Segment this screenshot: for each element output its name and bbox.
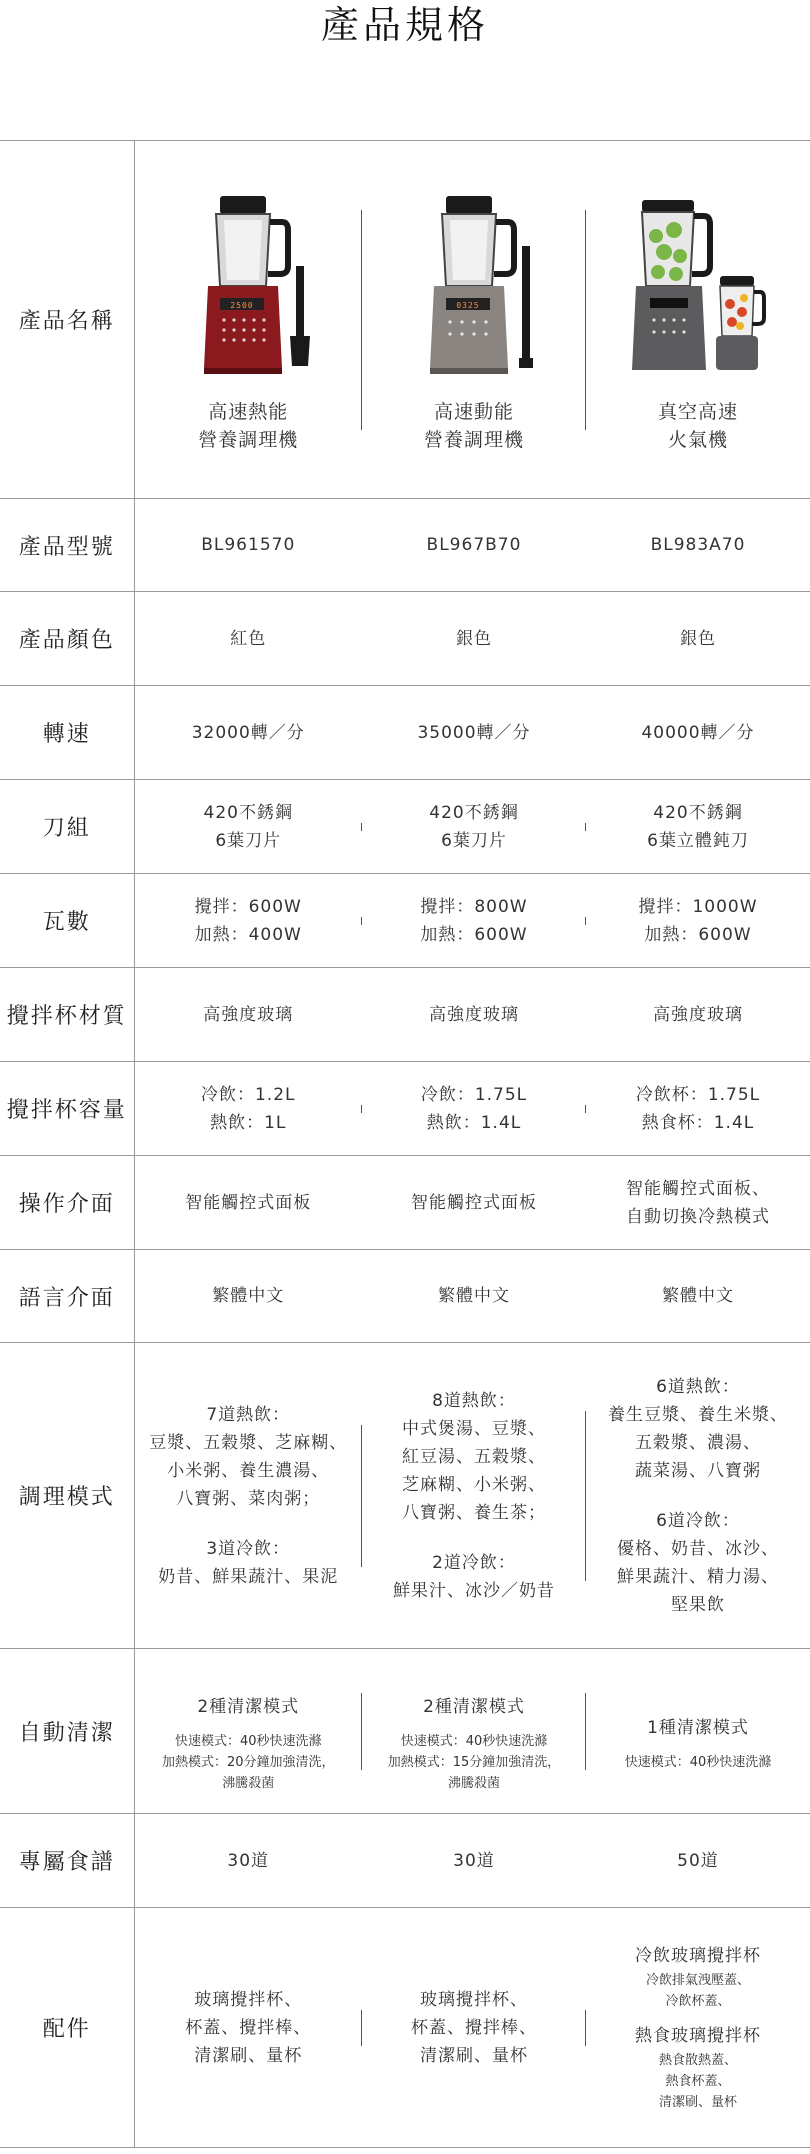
material-value: 高強度玻璃 [203, 1004, 294, 1025]
blade-line: 6葉刀片 [215, 830, 282, 851]
accessory-hot-title: 熱食玻璃攪拌杯 [635, 2026, 761, 2046]
row-accessories [0, 1908, 810, 2148]
wattage-line: 加熱：600W [420, 924, 528, 945]
product-cell-1 [134, 141, 362, 499]
modes-line: 紅豆湯、五穀漿、 [402, 1446, 546, 1467]
row-color [0, 592, 810, 686]
row-cleaning [0, 1649, 810, 1814]
label-language: 語言介面 [0, 1250, 134, 1343]
capacity-line: 冷飲：1.2L [200, 1084, 296, 1105]
label-recipes: 專屬食譜 [0, 1814, 134, 1908]
modes-line: 奶昔、鮮果蔬汁、果泥 [158, 1566, 339, 1587]
svg-text:0325: 0325 [456, 300, 480, 310]
label-modes: 調理模式 [0, 1343, 134, 1649]
product-name-2: 高速動能 營養調理機 [423, 400, 524, 451]
modes-cold-title: 3道冷飲： [206, 1538, 291, 1559]
label-speed: 轉速 [0, 686, 134, 780]
product-cell-2 [362, 141, 586, 499]
label-color: 產品顏色 [0, 592, 134, 686]
language-value: 繁體中文 [212, 1286, 285, 1306]
modes-line: 八寶粥、養生茶； [402, 1502, 546, 1523]
modes-line: 豆漿、五穀漿、芝麻糊、 [149, 1432, 348, 1453]
modes-line: 養生豆漿、養生米漿、 [608, 1404, 788, 1425]
modes-line: 優格、奶昔、冰沙、 [617, 1538, 779, 1559]
wattage-line: 攪拌：800W [420, 896, 528, 917]
spec-table [0, 140, 810, 2148]
modes-line: 芝麻糊、小米粥、 [402, 1474, 546, 1495]
recipes-value: 30道 [453, 1850, 495, 1871]
accessory-item: 冷飲杯蓋、 [665, 1994, 731, 2009]
accessory-item: 熱食杯蓋、 [665, 2074, 731, 2089]
wattage-line: 加熱：400W [194, 924, 302, 945]
row-modes [0, 1343, 810, 1649]
row-interface [0, 1156, 810, 1250]
red-blender-icon [178, 186, 318, 386]
row-product-name [0, 141, 810, 499]
row-language [0, 1250, 810, 1343]
speed-value: 40000轉／分 [641, 722, 755, 743]
capacity-line: 冷飲：1.75L [420, 1084, 528, 1105]
product-name-1: 高速熱能 營養調理機 [198, 400, 299, 451]
modes-cold-title: 6道冷飲： [656, 1510, 740, 1531]
interface-line: 自動切換冷熱模式 [626, 1206, 770, 1227]
cleaning-detail: 加熱模式：15分鐘加強清洗， [387, 1754, 561, 1770]
label-wattage: 瓦數 [0, 874, 134, 968]
interface-line: 智能觸控式面板、 [626, 1178, 770, 1199]
label-accessories: 配件 [0, 1908, 134, 2148]
material-value: 高強度玻璃 [429, 1004, 519, 1025]
row-model [0, 499, 810, 592]
material-value: 高強度玻璃 [653, 1004, 743, 1025]
accessory-line: 清潔刷、量杯 [420, 2045, 528, 2066]
page-title: 產品規格 [320, 3, 489, 47]
accessory-line: 杯蓋、攪拌棒、 [411, 2017, 537, 2038]
accessory-item: 清潔刷、量杯 [658, 2095, 737, 2110]
model-value: BL967B70 [426, 535, 522, 555]
silver-blender-icon [404, 186, 544, 386]
color-value: 紅色 [230, 628, 267, 649]
accessory-item: 熱食散熱蓋、 [658, 2053, 737, 2068]
model-value: BL983A70 [650, 535, 746, 555]
cleaning-title: 2種清潔模式 [197, 1696, 300, 1717]
language-value: 繁體中文 [662, 1286, 734, 1306]
row-blade [0, 780, 810, 874]
product-name-3: 真空高速 火氣機 [657, 400, 738, 451]
blade-line: 6葉立體鈍刀 [647, 830, 749, 851]
capacity-line: 熱飲：1L [210, 1112, 287, 1133]
row-wattage [0, 874, 810, 968]
cleaning-detail: 快速模式：40秒快速洗滌 [624, 1754, 772, 1770]
wattage-line: 加熱：600W [644, 924, 752, 945]
accessory-line: 玻璃攪拌杯、 [194, 1989, 303, 2010]
capacity-line: 熱飲：1.4L [426, 1112, 522, 1133]
cleaning-title: 2種清潔模式 [423, 1696, 525, 1717]
label-capacity: 攪拌杯容量 [0, 1062, 134, 1156]
modes-line: 小米粥、養生濃湯、 [167, 1460, 330, 1481]
cleaning-detail: 快速模式：40秒快速洗滌 [400, 1733, 548, 1749]
capacity-line: 冷飲杯：1.75L [635, 1084, 761, 1105]
color-value: 銀色 [680, 628, 716, 649]
accessory-item: 冷飲排氣洩壓蓋、 [645, 1973, 750, 1988]
interface-line: 智能觸控式面板 [411, 1192, 537, 1213]
capacity-line: 熱食杯：1.4L [641, 1112, 755, 1133]
product-cell-3 [586, 141, 810, 499]
modes-hot-title: 6道熱飲： [656, 1376, 740, 1397]
modes-line: 五穀漿、濃湯、 [635, 1432, 761, 1453]
row-material [0, 968, 810, 1062]
wattage-line: 攪拌：600W [194, 896, 302, 917]
accessory-line: 玻璃攪拌杯、 [420, 1989, 528, 2010]
blade-line: 420不銹鋼 [429, 802, 519, 823]
row-speed [0, 686, 810, 780]
label-blade: 刀組 [0, 780, 134, 874]
label-material: 攪拌杯材質 [0, 968, 134, 1062]
cleaning-detail: 快速模式：40秒快速洗滌 [174, 1733, 322, 1749]
label-model: 產品型號 [0, 499, 134, 592]
row-recipes [0, 1814, 810, 1908]
vacuum-blender-icon [628, 186, 768, 386]
color-value: 銀色 [456, 628, 492, 649]
cleaning-detail: 沸騰殺菌 [222, 1775, 275, 1791]
modes-hot-title: 7道熱飲： [206, 1404, 291, 1425]
cleaning-detail: 沸騰殺菌 [447, 1775, 500, 1791]
accessory-line: 清潔刷、量杯 [194, 2045, 303, 2066]
label-interface: 操作介面 [0, 1156, 134, 1250]
row-capacity [0, 1062, 810, 1156]
modes-line: 蔬菜湯、八寶粥 [635, 1460, 761, 1481]
speed-value: 32000轉／分 [191, 722, 305, 743]
modes-line: 鮮果蔬汁、精力湯、 [617, 1566, 779, 1587]
interface-line: 智能觸控式面板 [185, 1192, 312, 1213]
cleaning-detail: 加熱模式：20分鐘加強清洗， [161, 1754, 335, 1770]
language-value: 繁體中文 [438, 1286, 510, 1306]
svg-text:2500: 2500 [230, 300, 254, 310]
modes-line: 八寶粥、菜肉粥； [176, 1488, 321, 1509]
blade-line: 420不銹鋼 [653, 802, 743, 823]
recipes-value: 50道 [677, 1850, 719, 1871]
blade-line: 420不銹鋼 [203, 802, 293, 823]
recipes-value: 30道 [227, 1850, 270, 1871]
modes-line: 中式煲湯、豆漿、 [402, 1418, 546, 1439]
cleaning-title: 1種清潔模式 [647, 1717, 749, 1738]
modes-hot-title: 8道熱飲： [432, 1390, 516, 1411]
modes-cold-title: 2道冷飲： [432, 1552, 516, 1573]
wattage-line: 攪拌：1000W [638, 896, 758, 917]
speed-value: 35000轉／分 [417, 722, 531, 743]
modes-line: 堅果飲 [671, 1594, 725, 1615]
model-value: BL961570 [201, 535, 296, 555]
accessory-line: 杯蓋、攪拌棒、 [185, 2017, 312, 2038]
blade-line: 6葉刀片 [441, 830, 507, 851]
label-cleaning: 自動清潔 [0, 1649, 134, 1814]
modes-line: 鮮果汁、冰沙／奶昔 [393, 1580, 555, 1601]
accessory-cold-title: 冷飲玻璃攪拌杯 [635, 1946, 761, 1966]
label-product-name: 產品名稱 [0, 141, 134, 499]
